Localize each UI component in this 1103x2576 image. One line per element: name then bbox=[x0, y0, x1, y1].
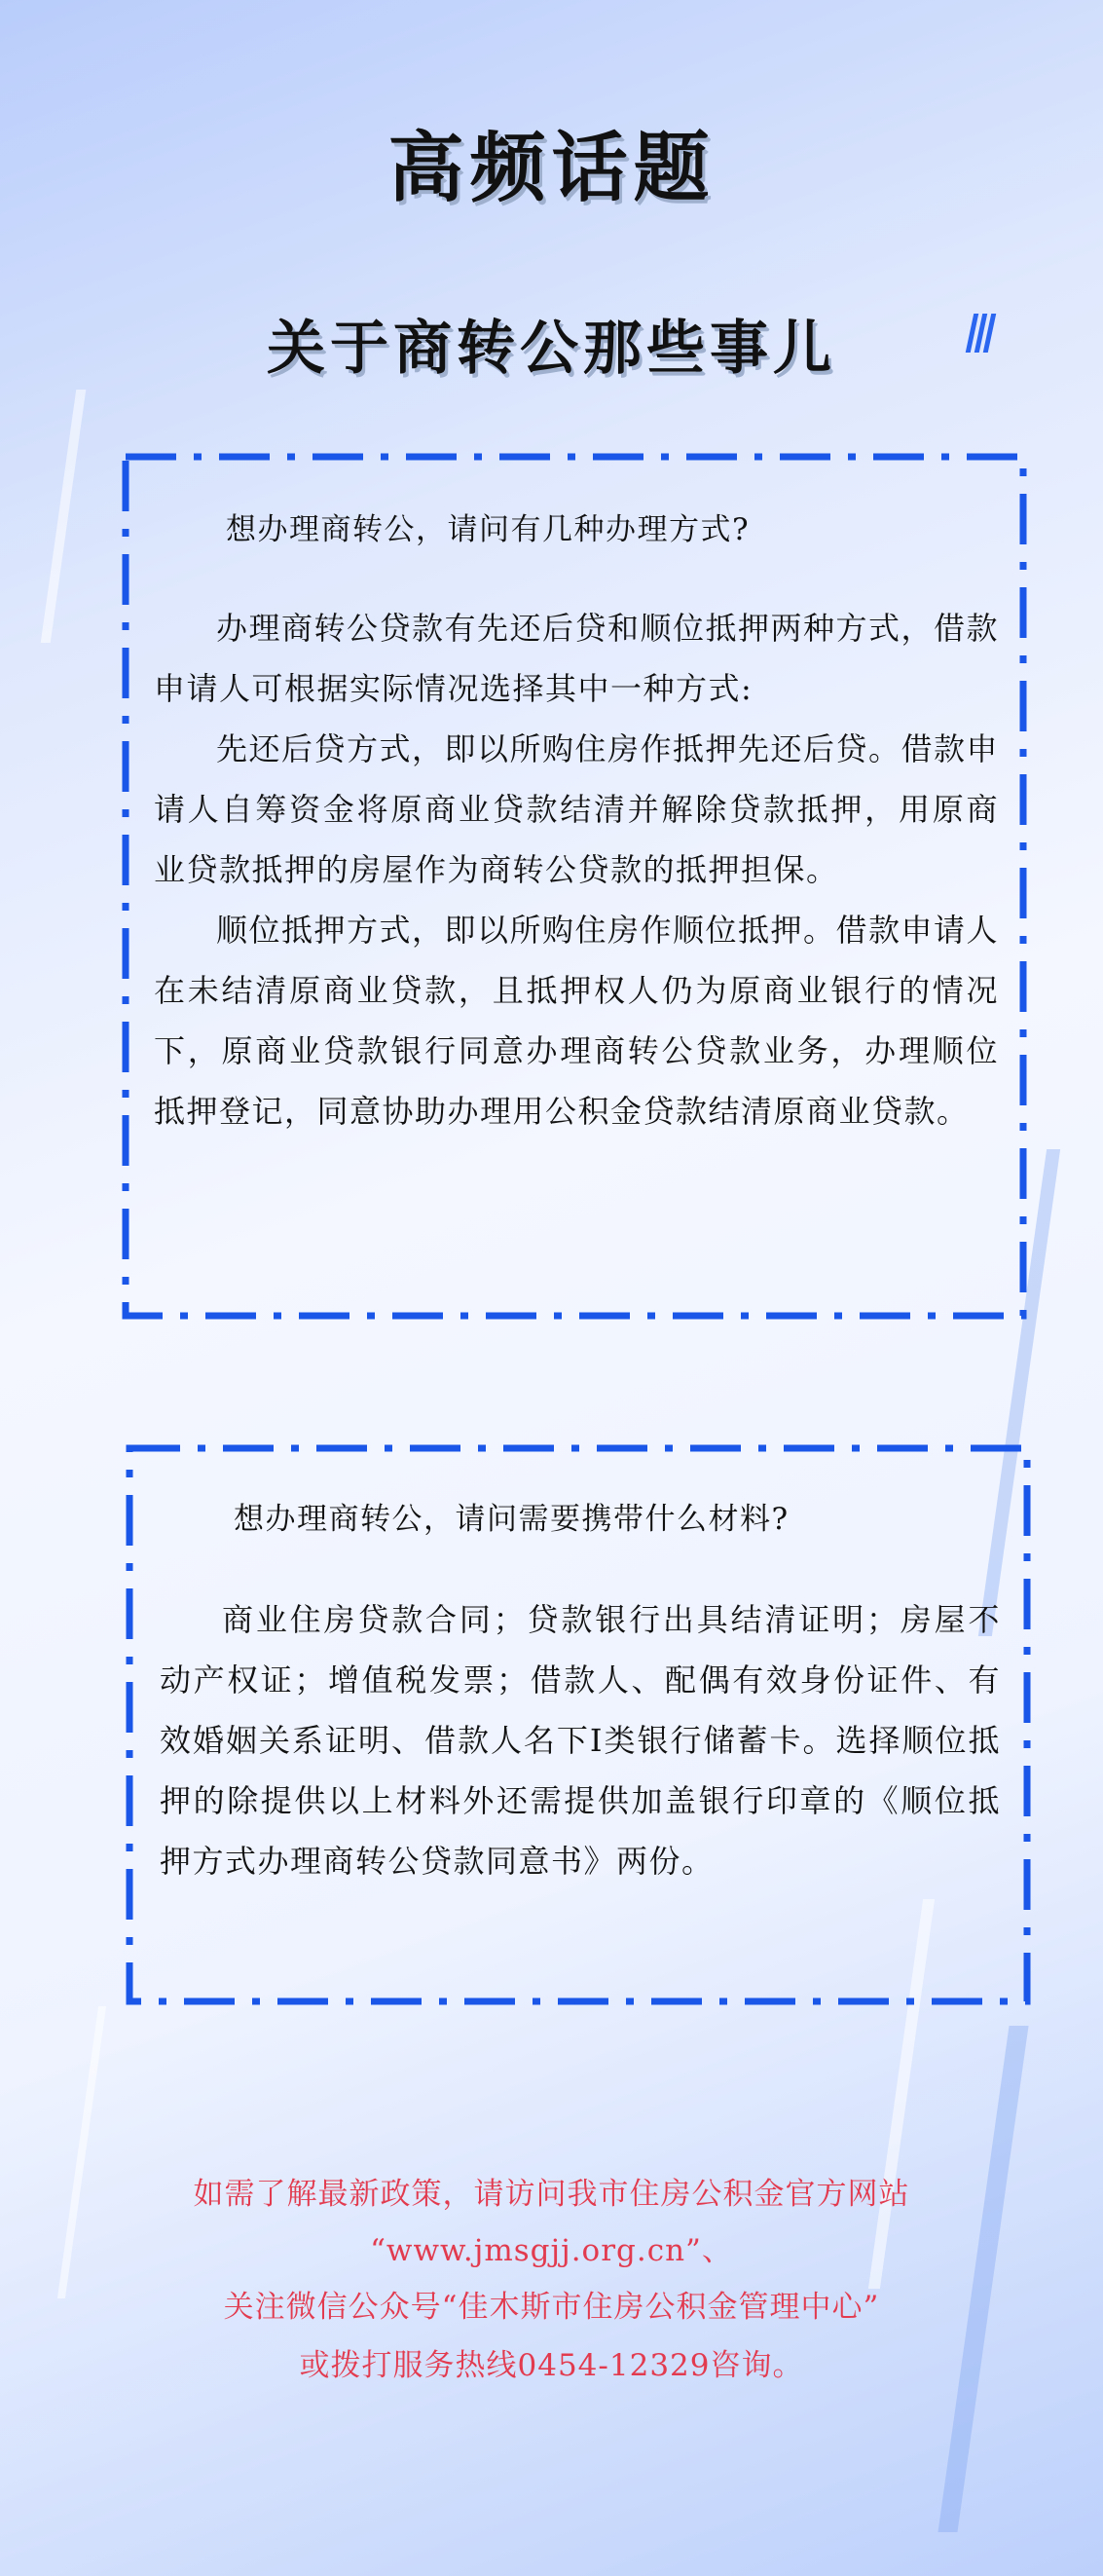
page-title: 高频话题 bbox=[387, 124, 716, 212]
website-link[interactable]: “www.jmsgjj.org.cn”、 bbox=[370, 2233, 733, 2268]
triple-bar-accent-icon bbox=[970, 314, 999, 353]
contact-footer bbox=[0, 2167, 1103, 2397]
hotline-text: 或拨打服务热线0454-12329咨询。 bbox=[299, 2348, 804, 2383]
bg-streak bbox=[41, 390, 87, 643]
footer-line: 关注微信公众号“佳木斯市住房公积金管理中心” bbox=[223, 2290, 880, 2325]
topic-card-modes bbox=[121, 452, 1028, 1321]
card-paragraph: 办理商转公贷款有先还后贷和顺位抵押两种方式，借款申请人可根据实际情况选择其中一种方式: bbox=[154, 610, 1000, 707]
page-subtitle: 关于商转公那些事儿 bbox=[267, 315, 836, 383]
card-paragraph: 先还后贷方式，即以所购住房作抵押先还后贷。借款申请人自筹资金将原商业贷款结清并解除贷款抵押，用原商业贷款抵押的房屋作为商转公贷款的抵押担保。 bbox=[154, 730, 1000, 888]
card-body bbox=[154, 598, 999, 1141]
card-body bbox=[160, 1589, 1001, 1891]
footer-line: 如需了解最新政策，请访问我市住房公积金官方网站 bbox=[193, 2177, 910, 2212]
card-paragraph: 顺位抵押方式，即以所购住房作顺位抵押。借款申请人在未结清原商业贷款，且抵押权人仍为原商业银行的情况下，原商业贷款银行同意办理商转公贷款业务，办理顺位抵押登记，同意协助办理用公积金贷款结清原商业贷款。 bbox=[154, 912, 1000, 1130]
card-paragraph: 商业住房贷款合同；贷款银行出具结清证明；房屋不动产权证；增值税发票；借款人、配偶有效身份证件、有效婚姻关系证明、借款人名下Ⅰ类银行储蓄卡。选择顺位抵押的除提供以上材料外还需提供加盖银行印章的《顺位抵押方式办理商转公贷款同意书》两份。 bbox=[160, 1601, 1001, 1880]
card-question: 想办理商转公，请问需要携带什么材料? bbox=[234, 1502, 790, 1537]
topic-card-materials bbox=[125, 1443, 1032, 2006]
card-question: 想办理商转公，请问有几种办理方式? bbox=[226, 512, 751, 547]
